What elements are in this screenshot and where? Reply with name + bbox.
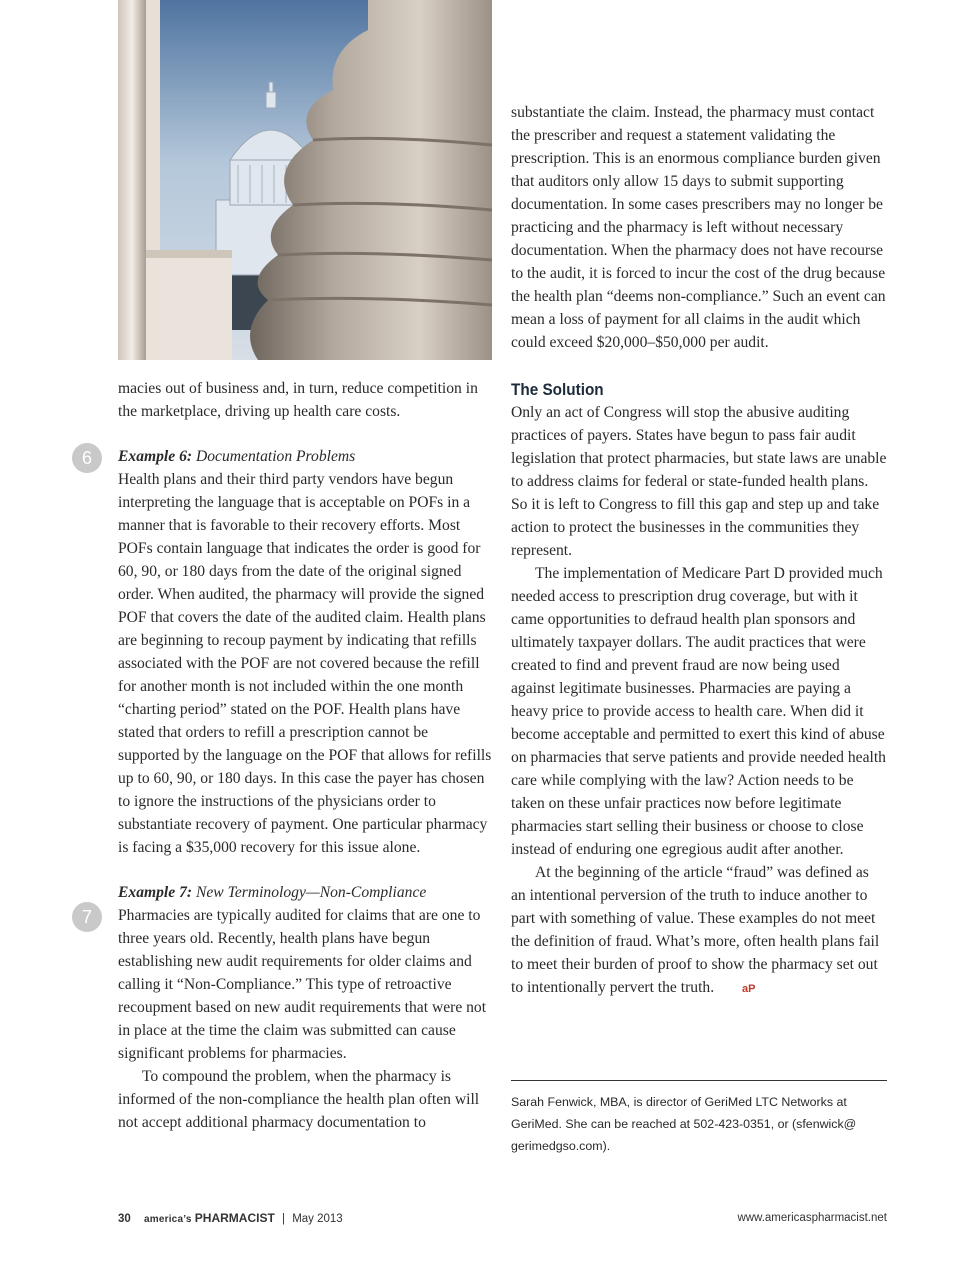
example-6-body: Health plans and their third party vendors have begun interpreting the language that is acceptable on POFs in a manner that is favorable to their recovery efforts. Most POFs contain language that indicates the order is good for 60, 90, or 180 days from the date of the original signed order. When audited, the pharmacy will provide the signed POF that covers the date of the audited claim. Health plans are beginning to recoup payment by indicating that refills associated with the POF are not covered because the refill for another month is not included within the one month “charting period” stated on the POF. Health plans have stated that orders to refill a prescription cannot be supported by the language on the POF that allows for refills up to 60, 90, or 180 days. In this case the payer has chosen to ignore the instructions of the physicians order to substantiate recovery of payment. One particular pharmacy is facing a $35,000 recovery for this issue alone. (118, 471, 492, 856)
section-heading-solution: The Solution (511, 380, 604, 399)
issue-date: May 2013 (292, 1213, 343, 1225)
page-number: 30 (118, 1213, 131, 1225)
example-7-badge: 7 (72, 902, 102, 932)
example-7-heading (118, 881, 492, 904)
example-6-heading (118, 445, 492, 468)
capitol-columns-photo (118, 0, 492, 360)
photo-illustration (118, 0, 492, 360)
footer-separator: | (281, 1213, 285, 1225)
left-column (118, 377, 492, 1134)
continuation-paragraph: substantiate the claim. Instead, the pharmacy must contact the prescriber and request a statement validating the prescription. This is an enormous compliance burden given that auditors only allow 15 days to submit supporting documentation. In some cases prescribers may no longer be practicing and the pharmacy is left without necessary documentation. When the pharmacy does not have recourse to the audit, it is forced to incur the cost of the drug because the health plan “deems non-compliance.” Such an event can mean a loss of payment for all claims in the audit which could exceed $20,000–$50,000 per audit. (511, 104, 886, 351)
footer-website[interactable]: www.americaspharmacist.net (737, 1212, 887, 1224)
bio-divider (511, 1080, 887, 1081)
intro-paragraph: macies out of business and, in turn, reduce competition in the marketplace, driving up health care costs. (118, 380, 478, 420)
example-7-title: New Terminology—Non-Compliance (195, 884, 427, 901)
end-mark-icon: aP (742, 983, 756, 995)
footer-left (118, 1209, 343, 1229)
publication-name: PHARMACIST (194, 1211, 275, 1225)
author-bio: Sarah Fenwick, MBA, is director of GeriMed LTC Networks at GeriMed. She can be reached at 502-423-0351, or (sfenwick@ gerimedgso.com). (511, 1095, 857, 1153)
solution-paragraph-3-text: At the beginning of the article “fraud” was defined as an intentional perversion of the truth to induce another to part with something of value. These examples do not meet the definition of fraud. What’s more, often health plans fail to meet their burden of proof to show the pharmacy set out to intentionally pervert the truth. (511, 864, 880, 996)
solution-paragraph-1: Only an act of Congress will stop the abusive auditing practices of payers. States have begun to pass fair audit legislation that protect pharmacies, but state laws are unable to address claims for federal or state-funded health plans. So it is left to Congress to fill this gap and step up and take action to protect the businesses in the communities they represent. (511, 404, 887, 559)
publication-name-small: america’s (144, 1214, 192, 1225)
solution-paragraph-2: The implementation of Medicare Part D provided much needed access to prescription drug coverage, but with it came opportunities to defraud health plan sponsors and ultimately taxpayer dollars. The audit practices that were created to find and prevent fraud are now being used against legitimate businesses. Pharmacies are paying a heavy price to provide access to health care. When did it become acceptable and permitted to exert this kind of abuse on pharmacies that serve patients and provide needed health care while complying with the law? Action needs to be taken on these unfair practices now before legitimate pharmacies start selling their business or choose to close instead of enduring one egregious audit after another. (511, 565, 886, 858)
example-6-title: Documentation Problems (195, 448, 356, 465)
example-7-body: Pharmacies are typically audited for claims that are one to three years old. Recently, health plans have begun establishing new audit requirements for older claims and calling it “Non-Compliance.” This type of retroactive recoupment based on new audit requirements that were not in place at the time the claim was submitted can cause significant problems for pharmacies. (118, 907, 487, 1062)
example-7-body-continued: To compound the problem, when the pharmacy is informed of the non-compliance the health plan often will not accept additional pharmacy documentation to (118, 1068, 480, 1131)
example-7-label: Example 7: (118, 884, 193, 901)
example-6-label: Example 6: (118, 448, 193, 465)
example-6-badge: 6 (72, 443, 102, 473)
right-column (511, 101, 887, 1001)
solution-paragraph-3 (511, 861, 887, 1001)
